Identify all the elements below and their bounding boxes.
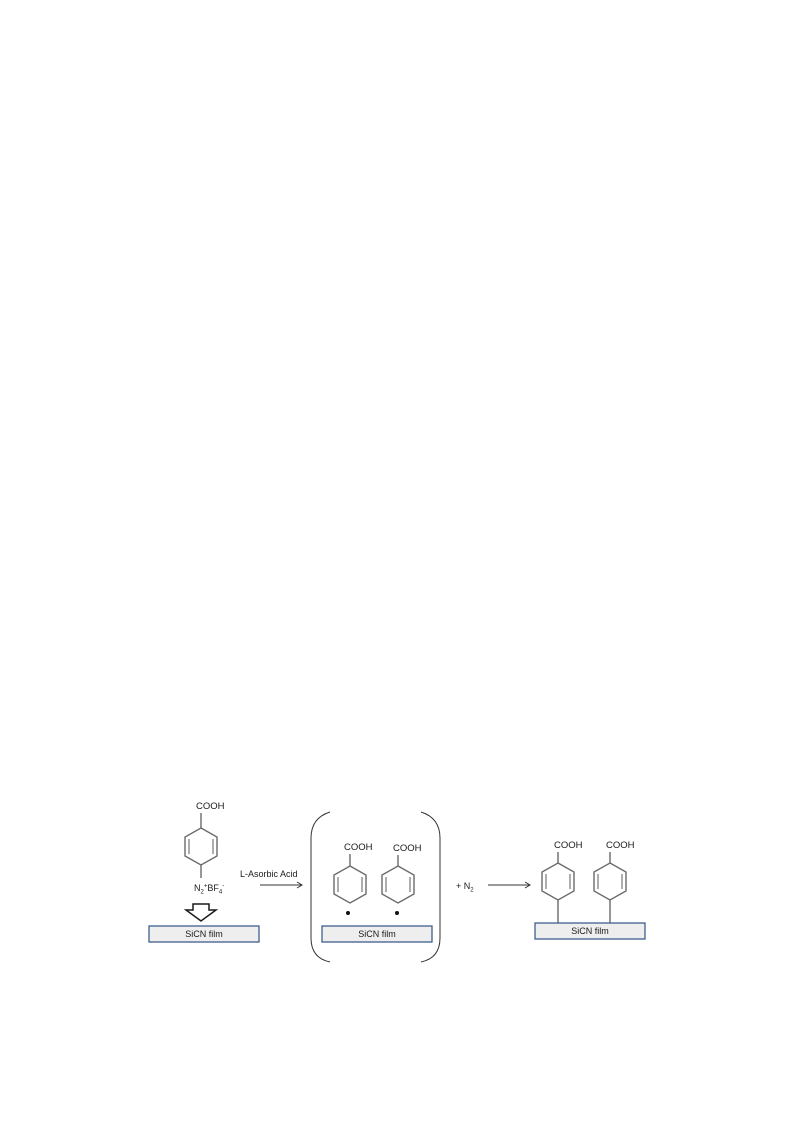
reagent-label: L-Asorbic Acid bbox=[240, 869, 298, 879]
radical-2-cooh-label: COOH bbox=[393, 843, 422, 854]
diazonium-label: $N_2^+BF_4^-$ bbox=[194, 883, 225, 896]
reactant-cooh-label: COOH bbox=[196, 801, 225, 812]
radical-1-benzene-ring bbox=[334, 866, 366, 903]
film-right bbox=[535, 923, 645, 939]
reaction-arrow-1 bbox=[260, 882, 302, 888]
product-2-benzene-ring bbox=[594, 863, 626, 900]
product-1-cooh-label: COOH bbox=[554, 840, 583, 851]
reactant-benzene-ring bbox=[185, 828, 217, 865]
byproduct-label: + $N_2$ bbox=[456, 881, 474, 894]
reaction-arrow-2 bbox=[488, 882, 530, 888]
film-right-label: SiCN film bbox=[571, 926, 609, 936]
film-left bbox=[149, 926, 259, 942]
radical-dot-icon bbox=[395, 911, 399, 915]
radical-dot-icon bbox=[346, 911, 350, 915]
radical-molecule-2 bbox=[382, 843, 422, 915]
down-arrow-icon bbox=[186, 904, 216, 921]
radical-1-cooh-label: COOH bbox=[344, 842, 373, 853]
product-2-cooh-label: COOH bbox=[606, 840, 635, 851]
film-middle bbox=[322, 926, 432, 942]
radical-2-benzene-ring bbox=[382, 866, 414, 903]
film-middle-label: SiCN film bbox=[358, 929, 396, 939]
product-1-benzene-ring bbox=[542, 863, 574, 900]
product-molecule-2 bbox=[594, 840, 635, 923]
film-left-label: SiCN film bbox=[185, 929, 223, 939]
product-molecule-1 bbox=[542, 840, 583, 923]
radical-molecule-1 bbox=[334, 842, 373, 915]
reactant-molecule bbox=[185, 801, 225, 896]
